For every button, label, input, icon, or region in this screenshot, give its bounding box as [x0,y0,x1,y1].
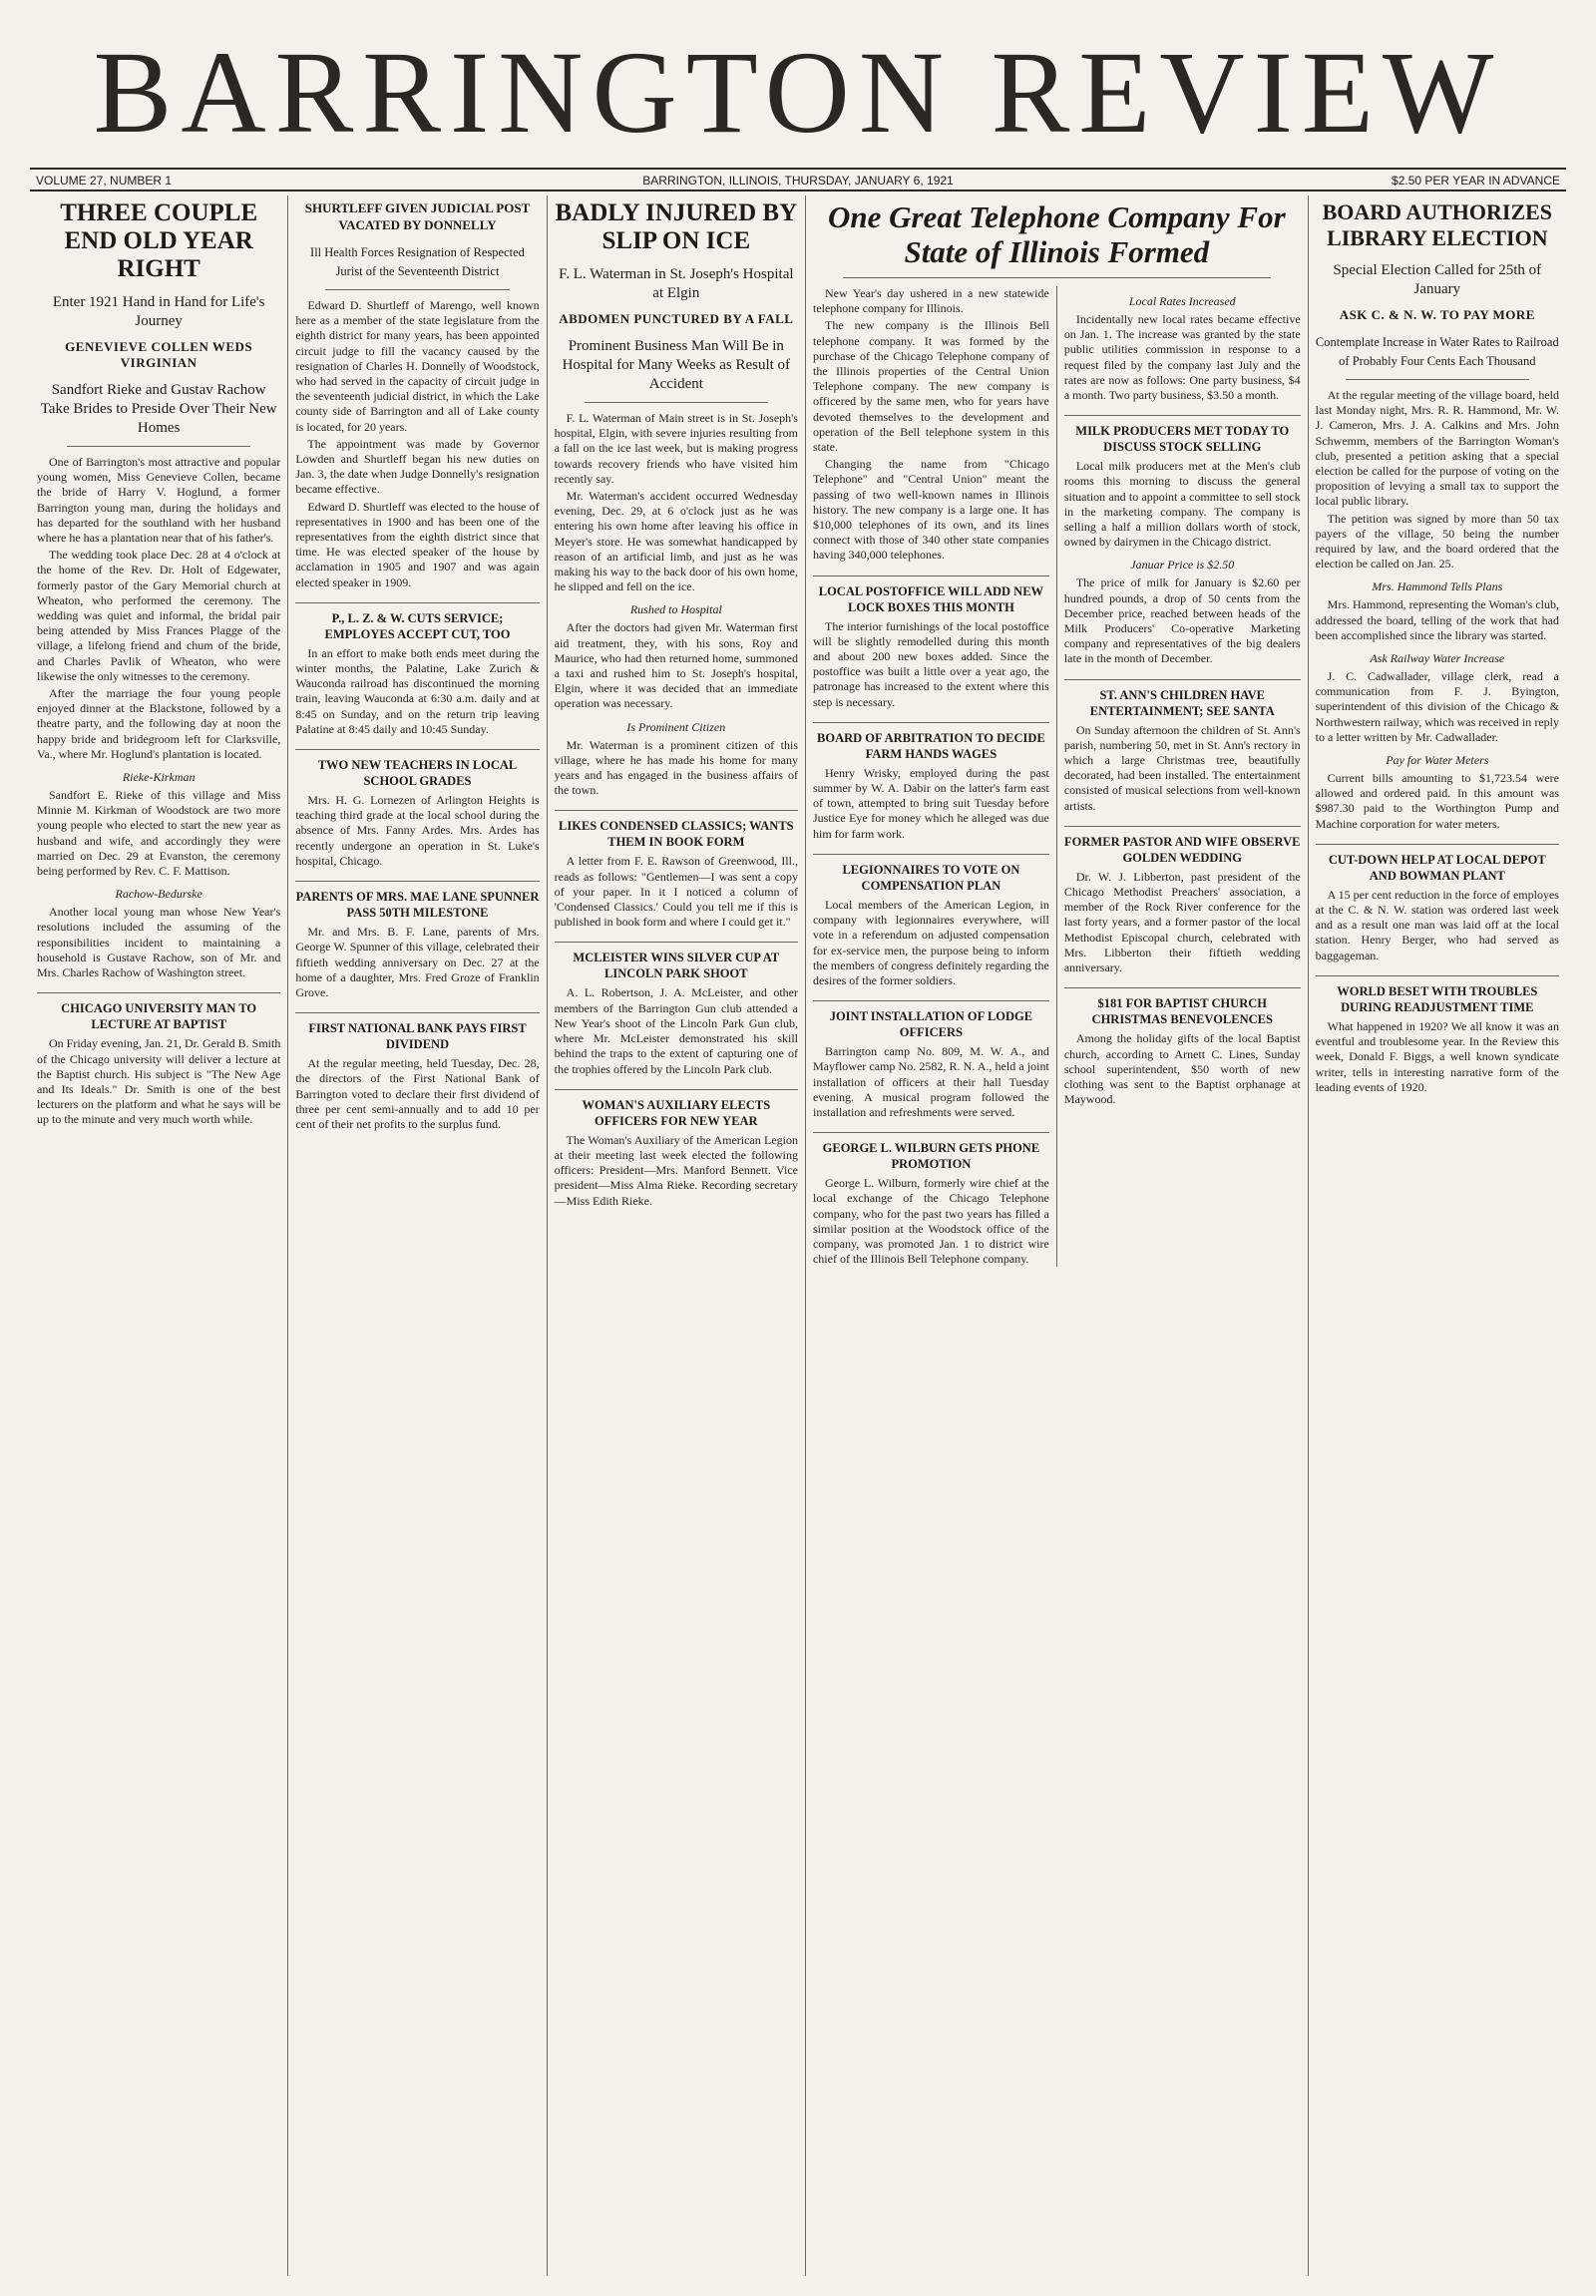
headline-first-national-bank: FIRST NATIONAL BANK PAYS FIRST DIVIDEND [295,1012,539,1052]
headline-legionnaires: LEGIONNAIRES TO VOTE ON COMPENSATION PLAN [813,854,1049,894]
article-paragraph: Mrs. H. G. Lornezen of Arlington Heights is teaching third grade at the local school during the absence of Mrs. Fanny Ardes. Mrs. Ardes has recently undergone an operation in St. Luke's hospital, Chicago. [295,793,540,868]
headline-spunner-anniversary: PARENTS OF MRS. MAE LANE SPUNNER PASS 50TH MILESTONE [295,881,539,921]
article-paragraph: The price of milk for January is $2.60 per hundred pounds, a drop of 50 cents from the December price, reached between heads of the Milk Producers' Co-operative Marketing company and representatives of the big dealers late in the month of December. [1063,575,1301,666]
subscription-price: $2.50 PER YEAR IN ADVANCE [1392,174,1560,188]
article-paragraph: The new company is the Illinois Bell telephone company. It was formed by the purchase of the Chicago Telephone company of the Illinois properties of the Central Union Telephone company. The new company is officered by the same men, who for years have devoted themselves to the development and operation of the Bell telephone system in this state. [812,318,1049,455]
headline-new-teachers: TWO NEW TEACHERS IN LOCAL SCHOOL GRADES [295,749,539,789]
subhead-prominent-business-man: Prominent Business Man Will Be in Hospital for Many Weeks as Result of Accident [562,338,791,392]
article-paragraph: Henry Wrisky, employed during the past summer by W. A. Dabir on the latter's farm east of town, attempted to bring suit Tuesday before Justice Eye for money which he alleged was due him for farm work. [812,765,1049,841]
two-column-body [813,286,1301,1267]
column-5 [1056,286,1301,1267]
headline-chicago-lecture: CHICAGO UNIVERSITY MAN TO LECTURE AT BAPTIST [37,992,280,1032]
subhead-special-election: Special Election Called for 25th of January [1333,262,1542,297]
article-paragraph: On Sunday afternoon the children of St. Ann's parish, numbering 50, met in St. Ann's rectory in which a large Christmas tree, beautifully decorated, had been installed. The entertainment consisted of musical selections from well-known artists. [1063,722,1301,813]
headline-postoffice: LOCAL POSTOFFICE WILL ADD NEW LOCK BOXES THIS MONTH [813,575,1049,615]
divider [843,277,1271,278]
masthead [30,18,1566,168]
article-paragraph: A 15 per cent reduction in the force of employes at the C. & N. W. station was ordered last week and as a result one man was laid off at the local station. Henry Berger, who had served as baggageman. [1315,887,1559,962]
column-3 [547,195,805,2276]
subhead-enter-1921: Enter 1921 Hand in Hand for Life's Journey [52,294,265,329]
headline-baptist-benevolences: $181 FOR BAPTIST CHURCH CHRISTMAS BENEVOLENCES [1064,987,1301,1027]
article-paragraph: At the regular meeting, held Tuesday, Dec. 28, the directors of the First National Bank of Barrington voted to declare their first dividend of three per cent semi-annually and to add 10 per cent of their net profits to the surplus fund. [295,1056,540,1131]
article-paragraph: On Friday evening, Jan. 21, Dr. Gerald B. Smith of the Chicago university will deliver a lecture at the Baptist church. His subject is "The New Age and Its Ideals." Dr. Smith is one of the best lecturers on the platform and what he says will be up to the minute and very much worth while. [37,1036,281,1127]
masthead-title: BARRINGTON REVIEW [93,27,1503,158]
headline-library-election: BOARD AUTHORIZES LIBRARY ELECTION [1322,199,1553,250]
headline-badly-injured: BADLY INJURED BY SLIP ON ICE [555,199,798,254]
divider [325,289,509,290]
article-paragraph: A. L. Robertson, J. A. McLeister, and other members of the Barrington Gun club attended a New Year's shoot of the Lincoln Park Gun club, where Mr. McLeister demonstrated his skill behind the traps to the extent of capturing one of the trophies offered by the Lincoln Park club. [554,985,798,1076]
article-paragraph: What happened in 1920? We all know it was an eventful and troublesome year. In the Review this week, Donald F. Biggs, a well known syndicate writer, tells in interesting narrative form of the leading events of 1920. [1315,1018,1559,1094]
article-paragraph: Edward D. Shurtleff of Marengo, well known here as a member of the state legislature from the eighth district for many years, has been appointed circuit judge to fill the vacancy caused by the resignation of Charles H. Donnelly of Woodstock, who had served in the capacity of circuit judge in the seventeenth judicial district, in which the Lake county side of Barrington and all of Lake county is located, for 20 years. [295,298,540,434]
article-paragraph: Dr. W. J. Libberton, past president of the Chicago Methodist Preachers' association, a member of the Rock River conference for the last forty years, and a former pastor of the local Methodist Episcopal church, celebrated with Mrs. Libberton their fiftieth wedding anniversary. [1063,869,1301,975]
article-paragraph: The Woman's Auxiliary of the American Legion at their meeting last week elected the following officers: President—Mrs. Manford Bennett. Vice president—Miss Alma Rieke. Recording secretary—Miss Edith Rieke. [554,1132,798,1208]
headline-wilburn: GEORGE L. WILBURN GETS PHONE PROMOTION [813,1132,1049,1172]
article-paragraph: J. C. Cadwallader, village clerk, read a communication from F. J. Byington, superintendent of this division of the Chicago & Northwestern railway, which was received in reply to a letter written by Mr. Cadwallader. [1315,669,1559,744]
divider [1346,379,1529,380]
article-paragraph: F. L. Waterman of Main street is in St. Joseph's hospital, Elgin, with severe injuries resulting from a fall on the ice last week, but is making progress towards recovery friends who have visited him recently say. [554,411,798,486]
headline-golden-wedding: FORMER PASTOR AND WIFE OBSERVE GOLDEN WEDDING [1064,826,1301,866]
article-paragraph: Among the holiday gifts of the local Baptist church, according to Arnett C. Lines, Sunday school superintendent, $50 worth of new clothing was sent to the Baptist orphanage at Maywood. [1063,1031,1301,1107]
subhead-waterman: F. L. Waterman in St. Joseph's Hospital at Elgin [559,266,794,301]
subhead-local-rates: Local Rates Increased [1128,294,1236,308]
column-1 [30,195,287,2276]
article-paragraph: Mr. Waterman is a prominent citizen of this village, where he has made his home for many years and has engaged in the business affairs of the town. [554,737,798,798]
column-4 [813,286,1056,1267]
subhead-rieke-kirkman: Rieke-Kirkman [122,770,196,785]
subhead-railway-water: Ask Railway Water Increase [1370,651,1505,666]
divider [585,402,768,403]
article-paragraph: Local members of the American Legion, in company with legionnaires everywhere, will vote in a referendum on adjusted compensation for ex-service men, the purpose being to inform the members of congress definitely regarding the desires of the former soldiers. [812,897,1049,987]
deck-abdomen: ABDOMEN PUNCTURED BY A FALL [559,311,794,326]
article-paragraph: Mr. Waterman's accident occurred Wednesday evening, Dec. 29, at 6 o'clock just as he was entering his own home after leaving his office in Meyer's store. He was somewhat handicapped by reason of an artificial limb, and just as he was making his way to the back door of his own home, he slipped and fell on the ice. [554,489,798,594]
headline-womans-auxiliary: WOMAN'S AUXILIARY ELECTS OFFICERS FOR NEW YEAR [555,1089,798,1129]
headline-arbitration: BOARD OF ARBITRATION TO DECIDE FARM HANDS WAGES [813,722,1049,762]
subhead-water-meters: Pay for Water Meters [1386,753,1489,768]
article-paragraph: The interior furnishings of the local postoffice will be slightly remodelled during this month and about 200 new boxes added. Since the postoffice was built a little over a year ago, the patronage has increased to the extent where this step is necessary. [812,618,1049,709]
subhead-rachow-bedurske: Rachow-Bedurske [115,887,202,902]
article-paragraph: George L. Wilburn, formerly wire chief at the local exchange of the Chicago Telephone company, who for the past two years has filled a similar position at the Woodstock office of the company, was promoted Jan. 1 to district wire chief of the Illinois Bell Telephone company. [812,1176,1049,1267]
headline-three-couple: THREE COUPLE END OLD YEAR RIGHT [60,199,258,282]
article-paragraph: At the regular meeting of the village board, held last Monday night, Mrs. R. R. Hammond, Mr. W. J. Cameron, Mrs. J. A. Calkins and Mrs. John Schwemm, members of the Barrington Woman's club, presented a petition asking that a special election be called for the purpose of voting on the proposition of levying a small tax to support the local public library. [1315,388,1559,509]
article-paragraph: The petition was signed by more than 50 tax payers of the village, 50 being the number required by law, and the board ordered that the election be called on Jan. 25. [1315,511,1559,572]
headline-condensed-classics: LIKES CONDENSED CLASSICS; WANTS THEM IN BOOK FORM [555,810,798,850]
article-paragraph: In an effort to make both ends meet during the winter months, the Palatine, Lake Zurich & Wauconda railroad has discontinued the morning train, leaving Wauconda at 6:30 a.m. daily and at 8:45 on Sunday, and on the return trip leaving Palatine at 8:45 daily and 10:45 Sunday. [295,645,540,736]
column-4-5 [805,195,1308,2276]
article-paragraph: Mrs. Hammond, representing the Woman's club, addressed the board, telling of the work that had been accomplished since the library was started. [1315,597,1559,642]
article-paragraph: Local milk producers met at the Men's club rooms this morning to discuss the general situation and to appoint a committee to sell stock in the marketing company. The company is selling a half a million dollars worth of stock, owned by dairymen in the Chicago district. [1063,459,1301,550]
subhead-rushed-to-hospital: Rushed to Hospital [629,602,722,617]
headline-joint-installation: JOINT INSTALLATION OF LODGE OFFICERS [813,1000,1049,1040]
article-paragraph: After the doctors had given Mr. Waterman first aid treatment, they, with his sons, Roy and Maurice, who had then returned home, summoned a taxi and rushed him to St. Joseph's hospital, Elgin, where it was decided that an immediate operation was necessary. [554,620,798,711]
article-paragraph: Another local young man whose New Year's resolutions included the assuming of the responsibilities incident to maintaining a household is Gustave Rachow, son of Mr. and Mrs. Charles Rachow of Washington street. [37,905,281,980]
headline-cut-down-help: CUT-DOWN HELP AT LOCAL DEPOT AND BOWMAN PLANT [1316,844,1559,884]
article-paragraph: After the marriage the four young people enjoyed dinner at the Blackstone, followed by a theatre party, and the following day at noon the happy bride and bridegroom left for Clarksville, Va., where Mr. Hoglund's plantation is located. [37,686,281,761]
article-paragraph: The wedding took place Dec. 28 at 4 o'clock at the home of the Rev. Dr. Holt of Edgewater, formerly pastor of the Gary Memorial church at Wheaton, who performed the ceremony. The wedding was quiet and informal, the bridal pair being attended by Miss Frances Plagge of the village, a lifelong friend and chum of the bride, and Charles Pavlik of Wheaton, who were likewise the only witnesses to the ceremony. [37,548,281,683]
headline-shurtleff: SHURTLEFF GIVEN JUDICIAL POST VACATED BY DONNELLY [304,200,531,232]
headline-railway-cuts: P., L. Z. & W. CUTS SERVICE; EMPLOYES ACCEPT CUT, TOO [295,602,539,642]
article-paragraph: Sandfort E. Rieke of this village and Miss Minnie M. Kirkman of Woodstock are two more young people who elected to start the new year as husband and wife, and accordingly they were married on Dec. 29 at Evanston, the ceremony being performed by Rev. C. F. Mattison. [37,788,281,879]
article-columns [30,195,1566,2276]
article-paragraph: New Year's day ushered in a new statewide telephone company for Illinois. [812,286,1049,316]
subhead-prominent-citizen: Is Prominent Citizen [626,719,726,734]
headline-milk-producers: MILK PRODUCERS MET TODAY TO DISCUSS STOCK SELLING [1064,415,1301,455]
volume-number: VOLUME 27, NUMBER 1 [36,174,173,188]
dateline [30,168,1566,191]
subhead-ill-health: Ill Health Forces Resignation of Respected Jurist of the Seventeenth District [310,245,525,278]
headline-mcleister-cup: MCLEISTER WINS SILVER CUP AT LINCOLN PARK SHOOT [555,942,798,981]
deck-ask-cnw: ASK C. & N. W. TO PAY MORE [1339,307,1535,322]
article-paragraph: A letter from F. E. Rawson of Greenwood, Ill., reads as follows: "Gentlemen—I was sent a copy of your paper. In it I noticed a column of 'Condensed Classics.' Could you tell me if this is published in book form and where I could get it." [554,854,798,930]
article-paragraph: Incidentally new local rates became effective on Jan. 1. The increase was granted by the state public utilities commission in response to a request filed by the company last July and the rates are now as follows: One party business, $4 a month. Two party business, $3.50 a month. [1063,312,1301,403]
article-paragraph: Barrington camp No. 809, M. W. A., and Mayflower camp No. 2582, R. N. A., held a joint installation of officers at their hall Tuesday evening. A musical program followed the installation and refreshments were served. [812,1044,1049,1119]
subhead-january-price: Januar Price is $2.50 [1130,558,1235,573]
deck-genevieve: GENEVIEVE COLLEN WEDS VIRGINIAN [65,339,253,370]
column-2 [287,195,546,2276]
article-paragraph: Edward D. Shurtleff was elected to the house of representatives in 1900 and has been one of the representatives from the eighth district since that time. He was elected speaker of the house by acclamation in 1905 and 1907 and was again elected speaker in 1909. [295,499,540,589]
headline-st-anns-children: ST. ANN'S CHILDREN HAVE ENTERTAINMENT; SEE SANTA [1064,679,1301,719]
issue-date: BARRINGTON, ILLINOIS, THURSDAY, JANUARY 6, 1921 [642,174,954,188]
subhead-hammond: Mrs. Hammond Tells Plans [1372,579,1503,594]
article-paragraph: The appointment was made by Governor Lowden and Shurtleff began his new duties on Jan. 3, the date when Judge Donnelly's resignation became effective. [295,436,540,497]
subhead-water-rates: Contemplate Increase in Water Rates to Railroad of Probably Four Cents Each Thousand [1315,335,1559,368]
headline-telephone-company: One Great Telephone Company For State of Illinois Formed [827,199,1286,269]
column-6 [1308,195,1566,2276]
headline-world-troubles: WORLD BESET WITH TROUBLES DURING READJUSTMENT TIME [1316,975,1559,1015]
divider [67,446,250,447]
article-paragraph: One of Barrington's most attractive and popular young women, Miss Genevieve Collen, became the bride of Harry V. Hoglund, a former Barrington young man, during the holidays and has departed for the southland with her husband where he has a plantation near that of his father's. [37,455,281,546]
article-paragraph: Changing the name from "Chicago Telephone" and "Central Union" meant the passing of two well-known names in Illinois history. The new company is a large one. It has $10,000 telephones of its own, and its lines connect with those of 340 other state companies having 340,000 telephones. [812,457,1049,563]
article-paragraph: Mr. and Mrs. B. F. Lane, parents of Mrs. George W. Spunner of this village, celebrated their fiftieth wedding anniversary on Dec. 27 at the home of a daughter, Mrs. Fred Groze of Franklin Grove. [295,925,540,999]
article-paragraph: Current bills amounting to $1,723.54 were allowed and ordered paid. In this amount was $987.30 paid to the Worthington Pump and Machine corporation for water meters. [1315,771,1559,831]
subhead-rieke-rachow: Sandfort Rieke and Gustav Rachow Take Brides to Preside Over Their New Homes [40,382,277,436]
